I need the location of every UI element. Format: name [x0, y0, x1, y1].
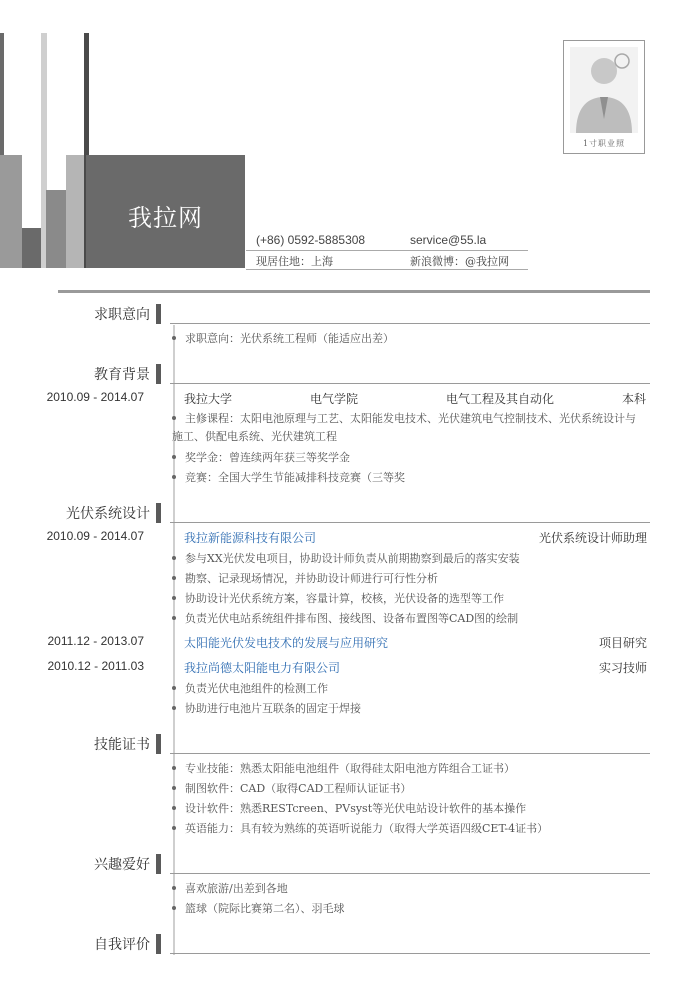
list-item: 协助设计光伏系统方案，容量计算，校核，光伏设备的选型等工作: [172, 590, 504, 606]
candidate-name: 我拉网: [128, 204, 203, 232]
header-bar-5: [46, 190, 66, 268]
list-item: 篮球（院际比赛第二名）、羽毛球: [172, 900, 345, 916]
major-name: 电气工程及其自动化: [446, 392, 555, 406]
section-rule: [170, 873, 650, 874]
section-marker: [156, 364, 161, 384]
company-name: 我拉尚德太阳能电力有限公司: [184, 661, 341, 675]
list-item: 协助进行电池片互联条的固定于焊接: [172, 700, 361, 716]
section-title-self-eval: 自我评价: [94, 937, 150, 953]
phone: (+86) 0592-5885308: [256, 233, 366, 247]
list-item: 竞赛：全国大学生节能减排科技竞赛（三等奖: [172, 469, 405, 485]
residence: 现居住地：上海: [256, 255, 333, 268]
experience-date: 2010.09 - 2014.07: [46, 529, 144, 543]
list-item: 喜欢旅游/出差到各地: [172, 880, 288, 896]
email[interactable]: service@55.la: [410, 233, 487, 247]
list-item: 参与XX光伏发电项目，协助设计师负责从前期勘察到最后的落实安装: [172, 550, 520, 566]
section-title-hobbies: 兴趣爱好: [94, 857, 150, 873]
list-item: 求职意向：光伏系统工程师（能适应出差）: [172, 330, 394, 346]
section-rule: [170, 953, 650, 954]
college-name: 电气学院: [310, 392, 359, 406]
section-marker: [156, 503, 161, 523]
section-marker: [156, 854, 161, 874]
project-name: 太阳能光伏发电技术的发展与应用研究: [184, 636, 389, 650]
job-role: 实习技师: [598, 661, 647, 675]
section-marker: [156, 934, 161, 954]
list-item: 负责光伏电站系统组件排布图、接线图、设备布置图等CAD图的绘制: [172, 610, 518, 626]
section-rule: [170, 753, 650, 754]
company-name: 我拉新能源科技有限公司: [184, 531, 317, 545]
avatar-icon: [564, 41, 644, 137]
list-item: 专业技能：熟悉太阳能电池组件（取得硅太阳电池方阵组合工证书）: [172, 760, 515, 776]
degree: 本科: [622, 392, 647, 406]
job-role: 光伏系统设计师助理: [538, 531, 647, 545]
section-title-experience: 光伏系统设计: [66, 506, 150, 522]
list-item: 负责光伏电池组件的检测工作: [172, 680, 328, 696]
section-rule: [170, 522, 650, 523]
list-item: 勘察、记录现场情况，并协助设计师进行可行性分析: [172, 570, 438, 586]
school-name: 我拉大学: [184, 392, 233, 406]
contact-divider: [246, 250, 528, 251]
list-item: 制图软件：CAD（取得CAD工程师认证证书）: [172, 780, 411, 796]
section-marker: [156, 304, 161, 324]
header-divider: [58, 290, 650, 293]
section-title-objective: 求职意向: [94, 307, 150, 323]
education-date: 2010.09 - 2014.07: [46, 390, 144, 404]
list-item: 奖学金：曾连续两年获三等奖学金: [172, 449, 350, 465]
photo-caption: 1寸职业照: [582, 139, 626, 148]
experience-date: 2010.12 - 2011.03: [47, 659, 144, 673]
contact-bottom-line: [246, 269, 528, 270]
section-title-education: 教育背景: [94, 367, 150, 383]
header-bar-2: [0, 155, 22, 268]
project-role: 项目研究: [598, 636, 647, 650]
header-bar-6: [66, 155, 86, 268]
section-rule: [170, 323, 650, 324]
section-title-skills: 技能证书: [94, 737, 150, 753]
list-item: 主修课程：太阳电池原理与工艺、太阳能发电技术、光伏建筑电气控制技术、光伏系统设计与施工、供配电系统、光伏建筑工程: [172, 412, 636, 443]
list-item: 英语能力：具有较为熟练的英语听说能力（取得大学英语四级CET-4证书）: [172, 820, 548, 836]
weibo: 新浪微博：@我拉网: [410, 255, 509, 268]
section-marker: [156, 734, 161, 754]
header-bar-3: [22, 228, 42, 268]
profile-photo: [563, 40, 645, 154]
experience-date: 2011.12 - 2013.07: [47, 634, 144, 648]
section-rule: [170, 383, 650, 384]
list-item: 设计软件：熟悉RESTcreen、PVsyst等光伏电站设计软件的基本操作: [172, 800, 526, 816]
